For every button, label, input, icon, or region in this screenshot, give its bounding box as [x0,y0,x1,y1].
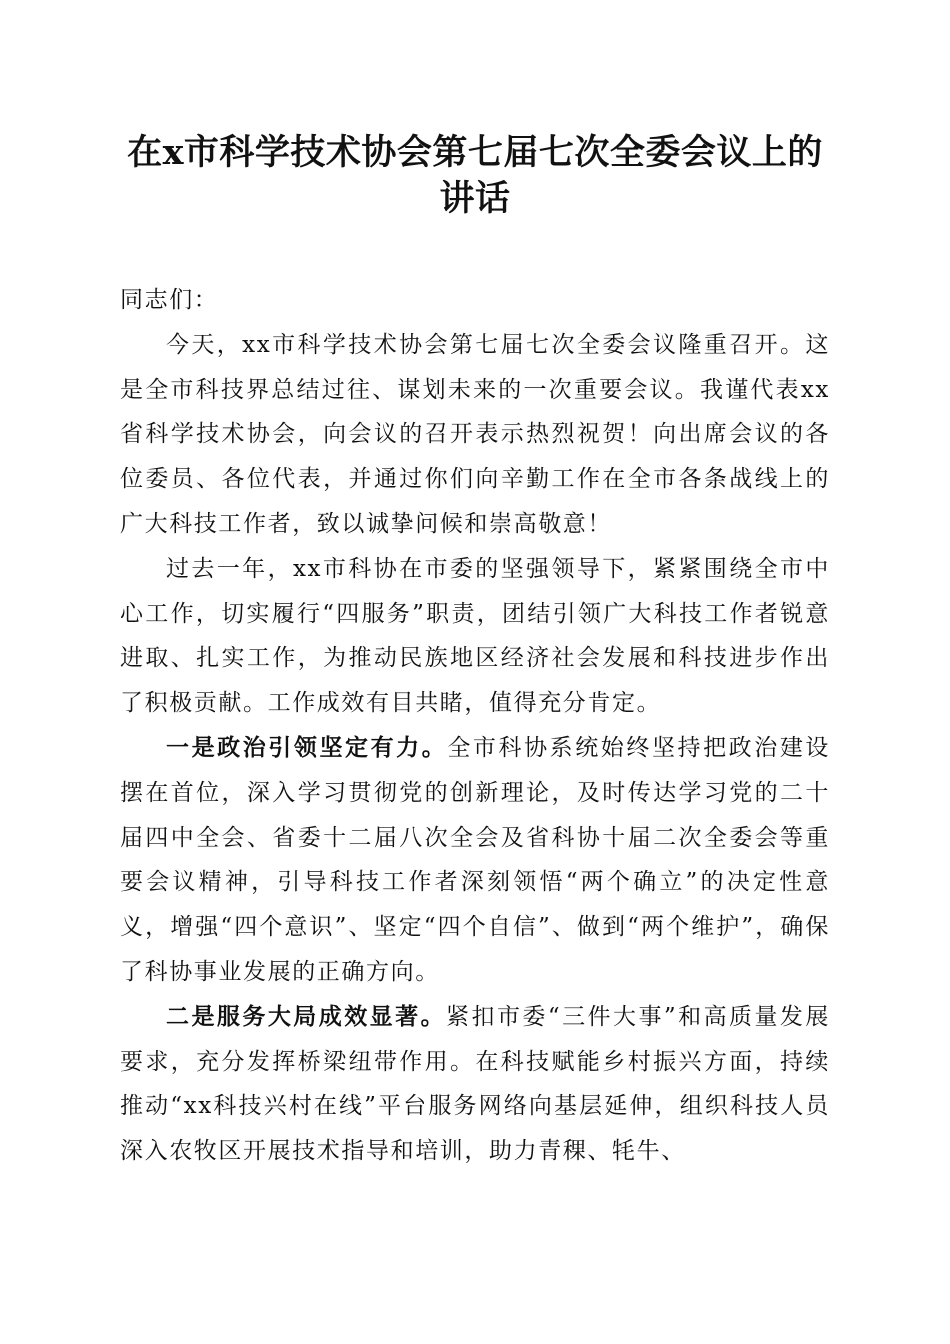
paragraph-lead: 一是政治引领坚定有力。 [166,733,448,761]
title-line-2: 讲话 [439,178,511,219]
document-page [120,130,830,1174]
paragraph-3 [120,726,830,995]
paragraph-text: 过去一年，xx市科协在市委的坚强领导下，紧紧围绕全市中心工作，切实履行“四服务”职责，团结引领广大科技工作者锐意进取、扎实工作，为推动民族地区经济社会发展和科技进步作出了积极贡献。工作成效有目共睹，值得充分肯定。 [120,555,830,717]
paragraph-4 [120,995,830,1174]
salutation: 同志们： [120,287,219,313]
paragraph-2 [120,547,830,726]
paragraph-text: 今天，xx市科学技术协会第七届七次全委会议隆重召开。这是全市科技界总结过往、谋划未来的一次重要会议。我谨代表xx省科学技术协会，向会议的召开表示热烈祝贺！向出席会议的各位委员、各位代表，并通过你们向辛勤工作在全市各条战线上的广大科技工作者，致以诚挚问候和崇高敬意！ [120,331,830,537]
paragraph-lead: 二是服务大局成效显著。 [166,1002,447,1030]
document-body [120,278,830,1174]
paragraph-text: 全市科协系统始终坚持把政治建设摆在首位，深入学习贯彻党的创新理论，及时传达学习党的二十届四中全会、省委十二届八次全会及省科协十届二次全委会等重要会议精神，引导科技工作者深刻领悟“两个确立”的决定性意义，增强“四个意识”、坚定“四个自信”、做到“两个维护”，确保了科协事业发展的正确方向。 [120,734,831,985]
paragraph-text: 紧扣市委“三件大事”和高质量发展要求，充分发挥桥梁纽带作用。在科技赋能乡村振兴方面，持续推动“xx科技兴村在线”平台服务网络向基层延伸，组织科技人员深入农牧区开展技术指导和培训，助力青稞、牦牛、 [120,1003,830,1165]
document-title [120,130,830,222]
title-line-1: 在x市科学技术协会第七届七次全委会议上的 [127,132,823,173]
paragraph-1 [120,323,830,547]
